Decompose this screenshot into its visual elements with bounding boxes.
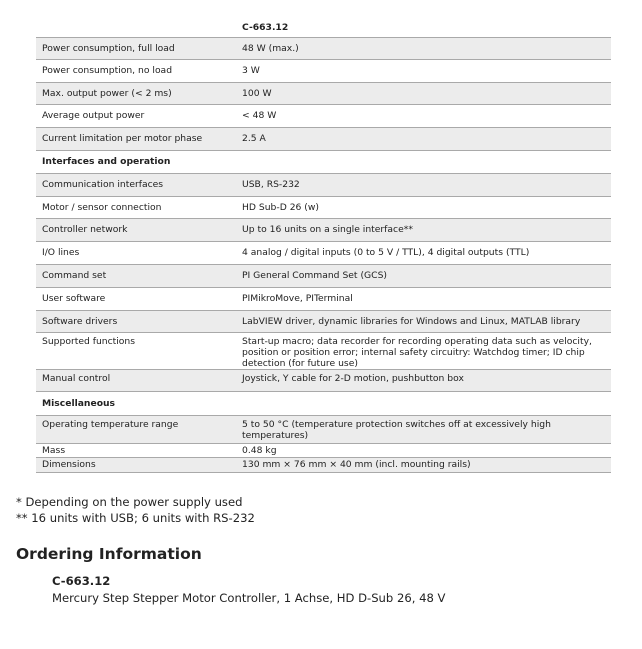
- section-header-miscellaneous: Miscellaneous: [36, 391, 236, 415]
- row-value: 100 W: [236, 82, 611, 104]
- row-label: Average output power: [36, 104, 236, 127]
- row-label: User software: [36, 287, 236, 310]
- row-value: PI General Command Set (GCS): [236, 264, 611, 287]
- row-value: 130 mm × 76 mm × 40 mm (incl. mounting rails): [236, 457, 611, 472]
- ordering-information-heading: Ordering Information: [16, 545, 202, 563]
- table-row: [36, 415, 611, 443]
- row-label: Command set: [36, 264, 236, 287]
- row-value: Up to 16 units on a single interface**: [236, 218, 611, 241]
- row-value: PIMikroMove, PITerminal: [236, 287, 611, 310]
- row-value: Joystick, Y cable for 2-D motion, pushbutton box: [236, 369, 611, 391]
- footnote-power-supply: * Depending on the power supply used: [16, 495, 243, 509]
- row-value: 0.48 kg: [236, 443, 611, 457]
- row-label: Operating temperature range: [36, 415, 236, 443]
- row-label: Current limitation per motor phase: [36, 127, 236, 150]
- row-value: USB, RS-232: [236, 173, 611, 196]
- row-value: [236, 391, 611, 415]
- table-row: [36, 59, 611, 82]
- row-label: Power consumption, no load: [36, 59, 236, 82]
- table-row: [36, 264, 611, 287]
- table-row: [36, 241, 611, 264]
- row-label: Supported functions: [36, 332, 236, 369]
- table-header-label: [36, 19, 236, 37]
- row-value: 48 W (max.): [236, 37, 611, 59]
- row-label: Dimensions: [36, 457, 236, 472]
- table-row: [36, 104, 611, 127]
- row-value: 4 analog / digital inputs (0 to 5 V / TTL), 4 digital outputs (TTL): [236, 241, 611, 264]
- row-value: 2.5 A: [236, 127, 611, 150]
- row-label: Software drivers: [36, 310, 236, 332]
- table-row: [36, 287, 611, 310]
- table-row: [36, 332, 611, 369]
- row-value: [236, 150, 611, 173]
- row-label: Manual control: [36, 369, 236, 391]
- table-row: [36, 218, 611, 241]
- table-header-model: C-663.12: [236, 19, 611, 37]
- row-label: Max. output power (< 2 ms): [36, 82, 236, 104]
- table-row: [36, 37, 611, 59]
- row-value: Start-up macro; data recorder for recording operating data such as velocity, position or position error; internal safety circuitry: Watchdog timer; ID chip detection (for future use): [236, 332, 611, 369]
- ordering-product-code: C-663.12: [52, 574, 111, 588]
- table-row: [36, 196, 611, 218]
- table-row: [36, 127, 611, 150]
- section-header-interfaces: Interfaces and operation: [36, 150, 236, 173]
- footnotes: [16, 494, 255, 526]
- table-row: [36, 457, 611, 472]
- row-value: LabVIEW driver, dynamic libraries for Windows and Linux, MATLAB library: [236, 310, 611, 332]
- table-row: [36, 369, 611, 391]
- row-value: 3 W: [236, 59, 611, 82]
- row-label: I/O lines: [36, 241, 236, 264]
- row-label: Mass: [36, 443, 236, 457]
- table-row: [36, 82, 611, 104]
- row-value: < 48 W: [236, 104, 611, 127]
- section-header-row: [36, 150, 611, 173]
- row-value: HD Sub-D 26 (w): [236, 196, 611, 218]
- specifications-table: [36, 19, 611, 473]
- row-label: Controller network: [36, 218, 236, 241]
- table-row: [36, 173, 611, 196]
- ordering-product-description: Mercury Step Stepper Motor Controller, 1 Achse, HD D-Sub 26, 48 V: [52, 591, 446, 605]
- row-label: Communication interfaces: [36, 173, 236, 196]
- footnote-units: ** 16 units with USB; 6 units with RS-232: [16, 511, 255, 525]
- table-header-row: [36, 19, 611, 37]
- table-row: [36, 443, 611, 457]
- section-header-row: [36, 391, 611, 415]
- table-row: [36, 310, 611, 332]
- row-label: Motor / sensor connection: [36, 196, 236, 218]
- row-label: Power consumption, full load: [36, 37, 236, 59]
- row-value: 5 to 50 °C (temperature protection switches off at excessively high temperatures): [236, 415, 611, 443]
